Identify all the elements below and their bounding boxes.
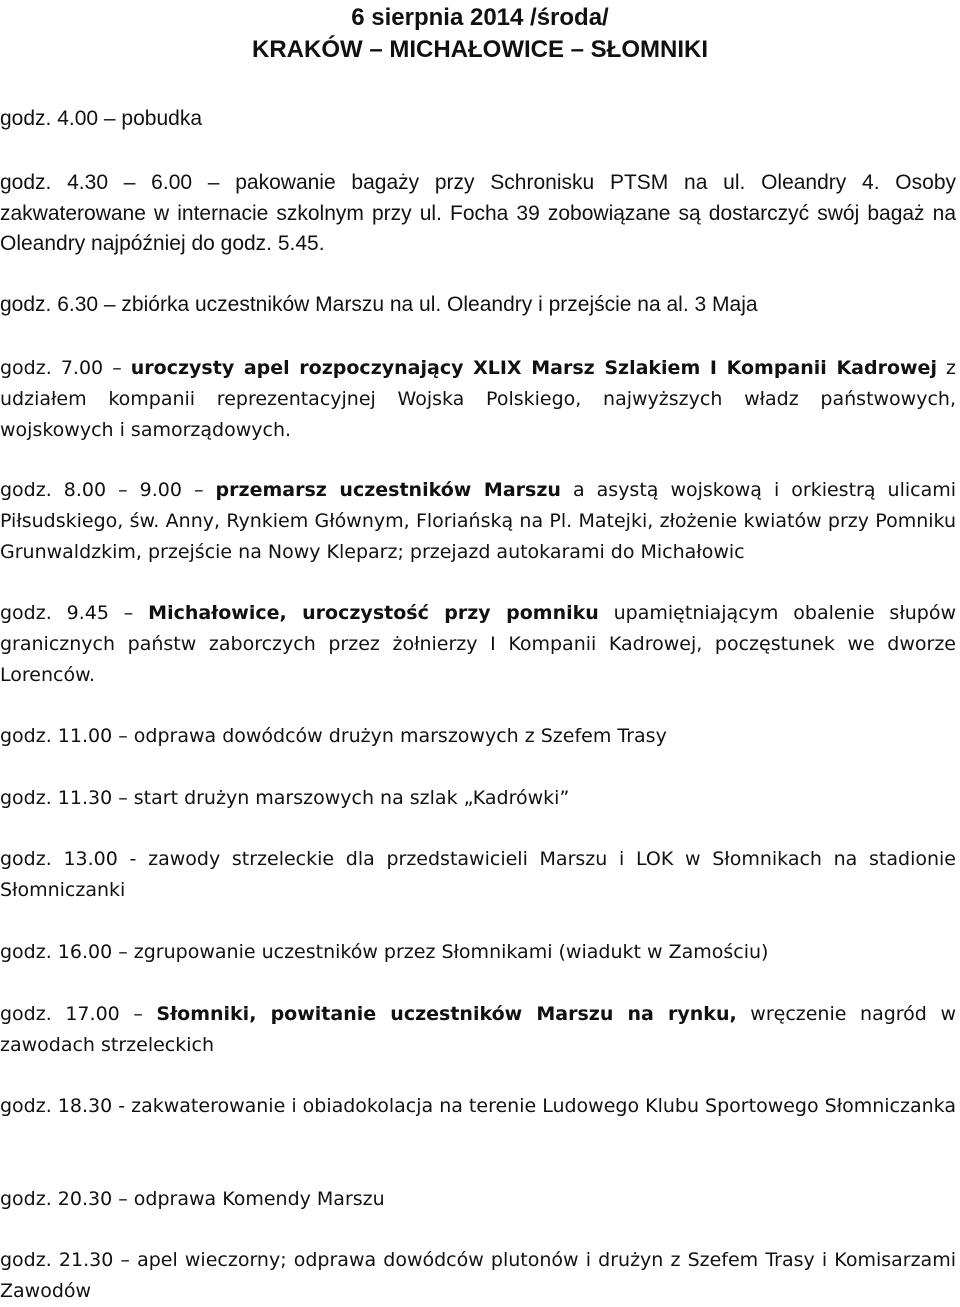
schedule-item: godz. 8.00 – 9.00 – przemarsz uczestników Marszu a asystą wojskową i orkiestrą ulicami Piłsudskiego, św. Anny, Rynkiem Głównym, Floriańską na Pl. Matejki, złożenie kwiatów przy Pomniku Grunwaldzkim, przejście na Nowy Kleparz; przejazd autokarami do Michałowic (0, 479, 956, 563)
event-highlight: uroczysty apel rozpoczynający XLIX Marsz Szlakiem I Kompanii Kadrowej (130, 357, 937, 379)
schedule-item: godz. 4.30 – 6.00 – pakowanie bagaży przy Schronisku PTSM na ul. Oleandry 4. Osoby zakwaterowane w internacie szkolnym przy ul. Focha 39 zobowiązane są dostarczyć swój bagaż na Oleandry najpóźniej do godz. 5.45. (0, 171, 956, 255)
date-heading: 6 sierpnia 2014 /środa/ (351, 4, 609, 31)
schedule-item: godz. 20.30 – odprawa Komendy Marszu (0, 1188, 385, 1210)
event-highlight: przemarsz uczestników Marszu (215, 479, 561, 501)
schedule-item: godz. 13.00 - zawody strzeleckie dla przedstawicieli Marszu i LOK w Słomnikach na stadionie Słomniczanki (0, 848, 956, 901)
schedule-item: godz. 17.00 – Słomniki, powitanie uczestników Marszu na rynku, wręczenie nagród w zawodach strzeleckich (0, 1003, 956, 1056)
schedule-item: godz. 4.00 – pobudka (0, 107, 203, 130)
schedule-item: godz. 6.30 – zbiórka uczestników Marszu na ul. Oleandry i przejście na al. 3 Maja (0, 293, 758, 316)
route-heading: KRAKÓW – MICHAŁOWICE – SŁOMNIKI (252, 36, 708, 63)
schedule-item: godz. 11.30 – start drużyn marszowych na szlak „Kadrówki” (0, 787, 570, 809)
schedule-item: godz. 11.00 – odprawa dowódców drużyn marszowych z Szefem Trasy (0, 725, 667, 747)
event-highlight: Słomniki, powitanie uczestników Marszu na rynku, (156, 1003, 737, 1025)
schedule-item: godz. 21.30 – apel wieczorny; odprawa dowódców plutonów i drużyn z Szefem Trasy i Komisarzami Zawodów (0, 1249, 956, 1302)
schedule-item: godz. 7.00 – uroczysty apel rozpoczynający XLIX Marsz Szlakiem I Kompanii Kadrowej z udziałem kompanii reprezentacyjnej Wojska Polskiego, najwyższych władz państwowych, wojskowych i samorządowych. (0, 357, 957, 441)
event-highlight: Michałowice, uroczystość przy pomniku (148, 602, 599, 624)
schedule-item: godz. 18.30 - zakwaterowanie i obiadokolacja na terenie Ludowego Klubu Sportowego Słomniczanka (0, 1095, 956, 1117)
schedule-item: godz. 16.00 – zgrupowanie uczestników przez Słomnikami (wiadukt w Zamościu) (0, 941, 769, 963)
schedule-item: godz. 9.45 – Michałowice, uroczystość przy pomniku upamiętniającym obalenie słupów granicznych państw zaborczych przez żołnierzy I Kompanii Kadrowej, poczęstunek we dworze Lorenców. (0, 602, 956, 686)
